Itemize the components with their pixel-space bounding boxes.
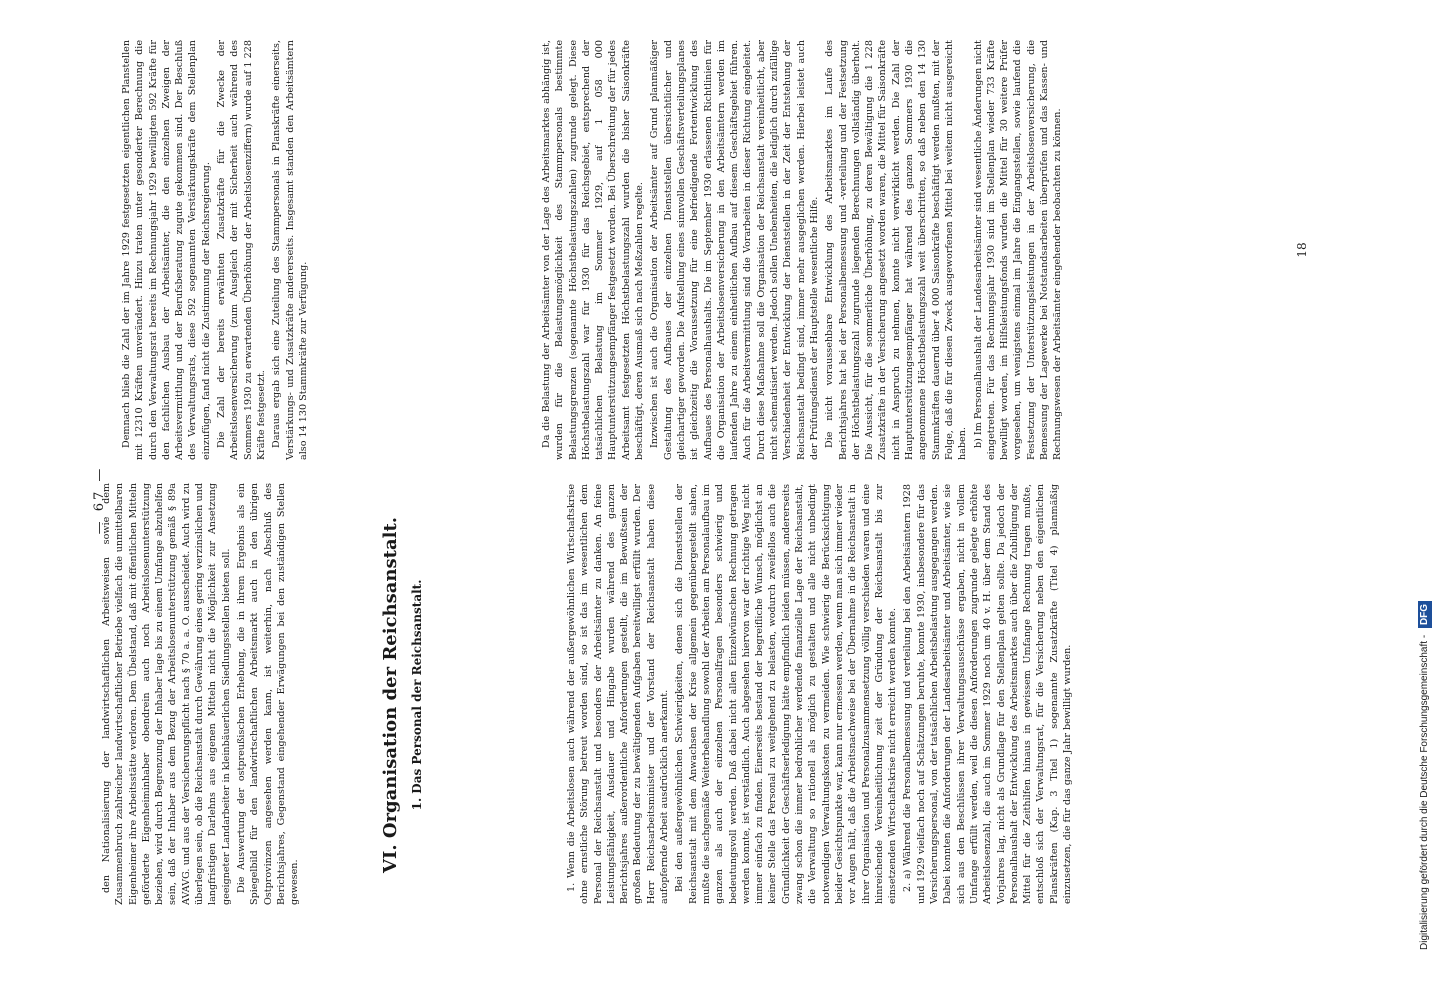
section-title: VI. Organisation der Reichsanstalt.: [380, 516, 401, 874]
paragraph: Bei den außergewöhnlichen Schwierigkeiten, denen sich die Dienststellen der Reichsanstalt mit dem Anwachsen der Krise allgemein gegenübergestellt sahen, mußte die sachgemäße Weiterbehandlung sowohl der Arbeiten am Personalaufbau im ganzen als auch der einzelnen Personalfragen besonders schwierig und bedeutungsvoll werden. Daß dabei nicht allen Einzelwünschen Rechnung getragen werden konnte, ist verständlich. Auch abgesehen hiervon war der richtige Weg nicht immer einfach zu finden. Einerseits bestand der begreifliche Wunsch, möglichst an keiner Stelle das Personal zu weitgehend zu belasten, wodurch zweifellos auch die Gründlichkeit der Geschäftserledigung hätte empfindlich leiden müssen, andererseits zwang schon die immer bedrohlicher werdende finanzielle Lage der Reichsanstalt, die Verwaltung so rationell als möglich zu gestalten und alle nicht unbedingt notwendigen Verwaltungskosten zu vermeiden. Wie schwierig die Berücksichtigung beider Gesichtspunkte war, kann nur ermessen werden, wenn man sich immer wieder vor Augen hält, daß die Arbeitsnachweise bei der Übernahme in die Reichsanstalt in ihrer Organisation und Personalzusammensetzung völlig verschieden waren und eine hinreichende Vereinheitlichung zeit der Gründung der Reichsanstalt bis zur einsetzenden Wirtschaftskrise nicht erreicht werden konnte.: [674, 484, 899, 904]
paragraph: Die nicht voraussehbare Entwicklung des Arbeitsmarktes im Laufe des Berichtsjahres hat bei der Personalbemessung und -verteilung und der Festsetzung der Höchstbelastungszahl zugrunde liegenden Berechnungen vollständig überholt. Die Aussicht, für die sommerliche Überhöhung, zu deren Bewältigung die 1 228 Zusatzkräfte in der Versicherung angesetzt worden waren, die Mittel für Saisonkräfte nicht in Anspruch zu nehmen, konnte nicht verwirklicht werden. Die Zahl der Hauptunterstützungsempfänger hat während des ganzen Sommers 1930 die angenommene Höchstbelastungszahl weit überschritten, so daß neben den 14 130 Stammkräften dauernd über 4 000 Saisonkräfte beschäftigt werden mußten, mit der Folge, daß die für diesen Zweck ausgeworfenen Mittel bei weitem nicht ausgereicht haben.: [824, 40, 969, 460]
dfg-logo: DFG: [1418, 601, 1432, 628]
paragraph: Inzwischen ist auch die Organisation der Arbeitsämter auf Grund planmäßiger Gestaltung des Aufbaues der einzelnen Dienststellen übersichtlicher und gleichartiger geworden. Die Aufstellung eines sinnvollen Geschäftsverteilungsplanes ist gleichzeitig die Voraussetzung für eine befriedigende Fortentwicklung des Aufbaues des Personalhaushalts. Die im September 1930 erlassenen Richtlinien für die Organisation der Arbeitslosenversicherung in den Arbeitsämtern werden im laufenden Jahre zu einem einheitlichen Aufbau auf diesem Geschäftsgebiet führen. Auch für die Arbeitsvermittlung sind die Vorarbeiten in dieser Richtung eingeleitet. Durch diese Maßnahme soll die Organisation der Reichsanstalt vereinheitlicht, aber nicht schematisiert werden. Jedoch sollen Unebenheiten, die lediglich durch zufällige Verschiedenheit der Entwicklung der Dienststellen in der Zeit der Entstehung der Reichsanstalt bedingt sind, immer mehr ausgeglichen werden. Hierbei leistet auch der Prüfungsdienst der Hauptstelle wesentliche Hilfe.: [649, 40, 820, 460]
paragraph: b) Im Personalhaushalt der Landesarbeitsämter sind wesentliche Änderungen nicht eingetreten. Für das Rechnungsjahr 1930 sind im Stellenplan wieder 733 Kräfte bewilligt worden, im Hilfsleistungsfonds wurden die Mittel für 30 weitere Prüfer vorgesehen, um wenigstens einmal im Jahre die Eingangsstellen, sowie laufend die Festsetzung der Unterstützungsleistungen in der Arbeitslosenversicherung, die Bemessung der Lagewerke bei Notstandsarbeiten überprüfen und das Kassen- und Rechnungswesen der Arbeitsämter eingehender beobachten zu können.: [972, 40, 1064, 460]
credit-text: Digitalisierung gefördert durch die Deutsche Forschungsgemeinschaft -: [1419, 634, 1430, 950]
paragraph: Die Auswertung der ostpreußischen Erhebung, die in ihrem Ergebnis als ein Spiegelbild für den landwirtschaftlichen Arbeitsmarkt auch in den übrigen Ostprovinzen angesehen werden kann, ist weiterhin, nach Abschluß des Berichtsjahres, Gegenstand eingehender Erwägungen bei den zuständigen Stellen gewesen.: [235, 483, 301, 905]
right-page-column-bottom: [540, 40, 1320, 460]
paragraph: 2. a) Während die Personalbemessung und verteilung bei den Arbeitsämtern 1928 und 1929 vielfach noch auf Schätzungen beruhte, konnte 1930, insbesondere für das Versicherungspersonal, von der tatsächlichen Arbeitsbelastung ausgegangen werden. Dabei konnten die Anforderungen der Landesarbeitsämter und Arbeitsämter, wie sie sich aus den Beschlüssen ihrer Verwaltungsausschüsse ergaben, nicht in vollem Umfange erfüllt werden, weil die diesen Anforderungen zugrunde gelegte erhöhte Arbeitslosenzahl, die auch im Sommer 1929 noch um 40 v. H. über dem Stand des Vorjahres lag, nicht als Grundlage für den Stellenplan gelten sollte. Da jedoch der Personalhaushalt der Entwicklung des Arbeitsmarktes auch über die Zubilligung der Mittel für die Zeithilfen hinaus in gewissem Umfange Rechnung tragen mußte, entschloß sich der Verwaltungsrat, für die Versicherung neben den eigentlichen Planskräften (Kap. 3 Titel 1) sogenannte Zusatzkräfte (Titel 4) planmäßig einzusetzen, die für das ganze Jahr bewilligt wurden.: [902, 484, 1073, 904]
digitization-credit: [1418, 30, 1432, 950]
paragraph: Daraus ergab sich eine Zuteilung des Stammpersonals in Planskräfte einerseits, Verstärkungs- und Zusatzkräfte andererseits. Insgesamt standen den Arbeitsämtern also 14 130 Stammkräfte zur Verfügung.: [271, 40, 309, 460]
page-number: 18: [1295, 242, 1309, 258]
paragraph: Die Zahl der bereits erwähnten Zusatzkräfte für die Zwecke der Arbeitslosenversicherung (zum Ausgleich der mit Sicherheit auch während des Sommers 1930 zu erwartenden Überhöhung der Arbeitslosenziffern) wurde auf 1 228 Kräfte festgesetzt.: [216, 40, 267, 460]
subsection-title: 1. Das Personal der Reichsanstalt.: [410, 579, 424, 811]
page-header: — 67 —: [92, 465, 107, 535]
paragraph: 1. Wenn die Arbeitslosen auch während der außergewöhnlichen Wirtschaftskrise ohne ernstliche Störung betreut worden sind, so ist das im wesentlichen dem Personal der Reichsanstalt und besonders der Arbeitsämter zu danken. An feine Leistungsfähigkeit, Ausdauer und Hingabe wurden während des ganzen Berichtsjahres außerordentliche Anforderungen gestellt, die im Bewußtsein der großen Bedeutung der zu bewältigenden Aufgaben bereitwilligst erfüllt wurden. Der Herr Reichsarbeitsminister und der Vorstand der Reichsanstalt haben diese aufopfernde Arbeit ausdrücklich anerkannt.: [566, 484, 671, 904]
paragraph: den Nationalisierung der landwirtschaftlichen Arbeitsweisen sowie dem Zusammenbruch zahlreicher landwirtschaftlicher Betriebe vielfach die unmittelbaren Eigenheimer ihre Arbeitsstätte verloren. Dem Übelstand, daß mit öffentlichen Mitteln geförderte Eigenheiminhaber obendrein auch noch Arbeitslosenunterstützung beziehen, wird durch Begrenzung der Inhaber lage bis zu einem Umfange abzuhelfen sein, daß der Inhaber aus dem Bezug der Arbeitslosenunterstützung gemäß § 89a AVAVG. und aus der Versicherungspflicht nach § 70 a. a. O. ausscheidet. Auch wird zu überlegen sein, ob die Reichsanstalt durch Gewährung eines gering verzinslichen und langfristigen Darlehns aus eigenen Mitteln nicht die Möglichkeit zur Ansetzung geeigneter Landarbeiter in kleinbäuerlichen Siedlungsstellen bieten soll.: [101, 483, 232, 905]
paragraph: Da die Belastung der Arbeitsämter von der Lage des Arbeitsmarktes abhängig ist, wurden für die Belastungsmöglichkeit des Stammpersonals bestimmte Belastungsgrenzen (sogenannte Höchstbelastungszahlen) zugrunde gelegt. Diese Höchstbelastungszahl war für 1930 für das Reichsgebiet, entsprechend der tatsächlichen Belastung im Sommer 1929, auf 1 058 000 Hauptunterstützungsempfänger festgesetzt worden. Bei Überschreitung der für jedes Arbeitsamt festgesetzten Höchstbelastungszahl wurden die bisher Saisonkräfte beschäftigt, deren Ausmaß sich nach Meßzahlen regelte.: [541, 40, 646, 460]
paragraph: Demnach blieb die Zahl der im Jahre 1929 festgesetzten eigentlichen Planstellen mit 12310 Kräften unverändert. Hinzu traten unter gesonderter Berechnung die durch den Verwaltungsrat bereits im Rechnungsjahr 1929 bewilligten 592 Kräfte für den fachlichen Ausbau der Arbeitsämter, die den einzelnen Zweigen der Arbeitsvermittlung und der Berufsberatung zugute gekommen sind. Der Beschluß des Verwaltungsrats, diese 592 sogenannten Verstärkungskräfte dem Stellenplan einzufügen, fand nicht die Zustimmung der Reichsregierung.: [121, 40, 212, 460]
left-page-column-bottom: [565, 484, 1375, 904]
